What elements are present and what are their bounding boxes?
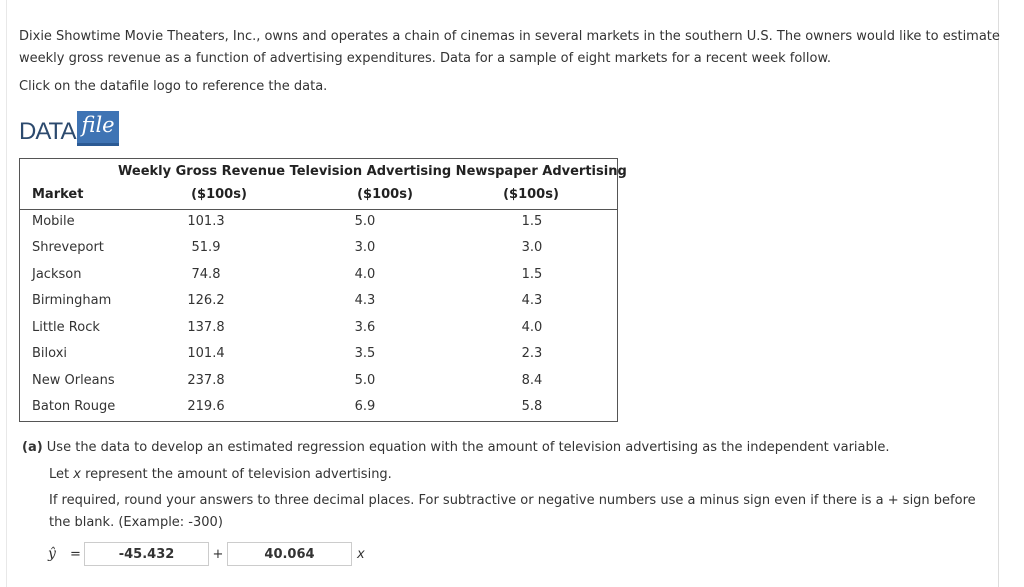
table-row	[20, 235, 617, 261]
datafile-logo-data-text: DATA	[19, 118, 76, 145]
datafile-logo-file-text: file	[77, 111, 118, 146]
cell-revenue: 137.8	[187, 320, 225, 335]
let-suffix: represent the amount of television advertising.	[85, 467, 392, 482]
cell-news: 2.3	[521, 346, 543, 361]
cell-tv: 6.9	[354, 399, 376, 414]
table-row	[20, 368, 617, 394]
table-row	[20, 341, 617, 367]
table-row	[20, 315, 617, 341]
rounding-line-2: the blank. (Example: -300)	[49, 515, 223, 530]
table-row	[20, 262, 617, 288]
rounding-line-1: If required, round your answers to three decimal places. For subtractive or negative numbers use a minus sign even if there is a + sign before	[49, 493, 976, 508]
cell-news: 4.3	[521, 293, 543, 308]
let-variable: x	[73, 467, 81, 482]
cell-market: Shreveport	[32, 240, 104, 255]
part-a-question	[22, 438, 890, 458]
cell-tv: 3.6	[354, 320, 376, 335]
cell-revenue: 101.4	[187, 346, 225, 361]
problem-intro	[19, 26, 1009, 70]
cell-revenue: 74.8	[191, 267, 221, 282]
cell-market: New Orleans	[32, 373, 115, 388]
cell-market: Jackson	[32, 267, 82, 282]
header-unit-tv: ($100s)	[357, 187, 413, 202]
rounding-instruction	[49, 490, 976, 534]
cell-market: Mobile	[32, 214, 75, 229]
header-column-titles: Weekly Gross Revenue Television Advertising Newspaper Advertising	[118, 164, 627, 179]
header-unit-news: ($100s)	[503, 187, 559, 202]
cell-news: 8.4	[521, 373, 543, 388]
cell-news: 4.0	[521, 320, 543, 335]
regression-equation	[48, 541, 365, 567]
plus-sign: +	[212, 546, 224, 562]
intercept-input[interactable]: -45.432	[84, 542, 209, 566]
x-variable: x	[357, 546, 365, 562]
table-header	[20, 159, 627, 210]
cell-tv: 3.0	[354, 240, 376, 255]
let-x-line	[49, 464, 392, 486]
equals-sign: =	[70, 546, 81, 562]
cell-news: 1.5	[521, 214, 543, 229]
cell-revenue: 219.6	[187, 399, 225, 414]
table-row	[20, 209, 617, 235]
cell-tv: 5.0	[354, 373, 376, 388]
cell-tv: 5.0	[354, 214, 376, 229]
cell-tv: 3.5	[354, 346, 376, 361]
cell-news: 5.8	[521, 399, 543, 414]
yhat-symbol: ŷ	[48, 546, 56, 562]
intro-line-1: Dixie Showtime Movie Theaters, Inc., owns and operates a chain of cinemas in several markets in the southern U.S. The owners would like to estimate	[19, 29, 1000, 44]
table-row	[20, 394, 617, 420]
cell-revenue: 101.3	[187, 214, 225, 229]
cell-revenue: 237.8	[187, 373, 225, 388]
cell-revenue: 126.2	[187, 293, 225, 308]
let-prefix: Let	[49, 467, 70, 482]
cell-market: Birmingham	[32, 293, 112, 308]
cell-market: Little Rock	[32, 320, 100, 335]
cell-market: Baton Rouge	[32, 399, 116, 414]
header-unit-revenue: ($100s)	[191, 187, 247, 202]
cell-tv: 4.0	[354, 267, 376, 282]
datafile-logo[interactable]	[19, 112, 119, 146]
slope-input[interactable]: 40.064	[227, 542, 352, 566]
cell-tv: 4.3	[354, 293, 376, 308]
cell-revenue: 51.9	[191, 240, 221, 255]
part-a-text: Use the data to develop an estimated regression equation with the amount of television advertising as the independent variable.	[46, 440, 890, 455]
click-instruction: Click on the datafile logo to reference the data.	[19, 79, 328, 94]
table-row	[20, 288, 617, 314]
intro-line-2: weekly gross revenue as a function of advertising expenditures. Data for a sample of eight markets for a recent week follow.	[19, 51, 832, 66]
part-a-label: (a)	[22, 440, 43, 455]
cell-market: Biloxi	[32, 346, 68, 361]
data-table	[19, 158, 627, 422]
cell-news: 1.5	[521, 267, 543, 282]
header-market: Market	[32, 187, 84, 202]
cell-news: 3.0	[521, 240, 543, 255]
